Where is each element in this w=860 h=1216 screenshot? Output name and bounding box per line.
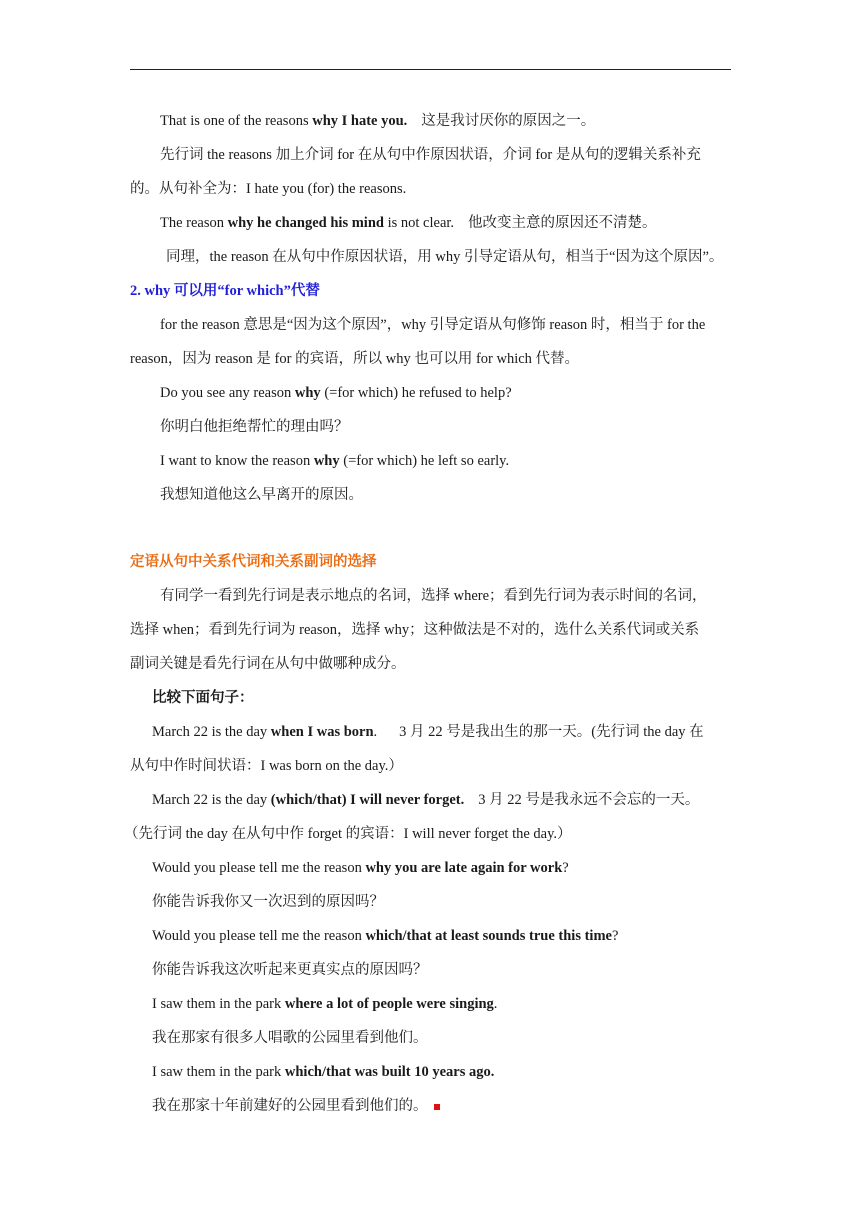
text: is not clear. xyxy=(383,215,455,231)
paragraph-line: 副词关键是看先行词在从句中做哪种成分。 xyxy=(130,656,406,672)
explanation-line: 同理，the reason 在从句中作原因状语，用 why 引导定语从句，相当于“因为这个原因”。 xyxy=(166,249,724,265)
end-marker xyxy=(434,1104,440,1110)
explanation-line: reason，因为 reason 是 for 的宾语，所以 why 也可以用 for which 代替。 xyxy=(130,351,580,367)
section-heading: 定语从句中关系代词和关系副词的选择 xyxy=(130,554,377,570)
bold-clause: which/that was built 10 years ago. xyxy=(284,1064,495,1080)
text: Would you please tell me the reason xyxy=(152,860,366,876)
text: ? xyxy=(611,928,619,944)
example-sentence xyxy=(130,851,731,885)
example-sentence xyxy=(130,715,731,749)
paragraph-line: 有同学一看到先行词是表示地点的名词，选择 where；看到先行词为表示时间的名词， xyxy=(160,588,707,604)
text: March 22 is the day xyxy=(152,724,271,740)
example-sentence xyxy=(130,987,731,1021)
text: I saw them in the park xyxy=(152,996,285,1012)
explanation-line: for the reason 意思是“因为这个原因”，why 引导定语从句修饰 reason 时，相当于 for the xyxy=(160,317,706,333)
compare-text: 比较下面句子： xyxy=(152,690,254,706)
bold-clause: when I was born xyxy=(270,724,374,740)
example-translation: 你能告诉我这次听起来更真实点的原因吗？ xyxy=(152,962,428,978)
text: March 22 is the day xyxy=(152,792,271,808)
document-body xyxy=(124,104,731,1123)
example-translation xyxy=(130,1089,731,1123)
explanation-line: 的。从句补全为：I hate you (for) the reasons. xyxy=(130,181,407,197)
bold-clause: why you are late again for work xyxy=(365,860,563,876)
text: Would you please tell me the reason xyxy=(152,928,366,944)
bold-clause: why I hate you. xyxy=(312,113,408,129)
bold-word: why xyxy=(294,385,321,401)
section-heading: 2. why 可以用“for which”代替 xyxy=(130,283,320,299)
example-translation: 你能告诉我你又一次迟到的原因吗？ xyxy=(152,894,384,910)
text: (=for which) he left so early. xyxy=(339,453,510,469)
translation: 他改变主意的原因还不清楚。 xyxy=(468,215,657,231)
text: I want to know the reason xyxy=(160,453,314,469)
compare-label xyxy=(130,681,731,715)
example-note: 从句中作时间状语：I was born on the day.） xyxy=(130,758,403,774)
header-rule xyxy=(130,69,731,70)
example-reasons-why xyxy=(130,104,731,138)
translation: 3 月 22 号是我出生的那一天。(先行词 the day 在 xyxy=(399,724,704,740)
text: (=for which) he refused to help? xyxy=(320,385,512,401)
text: I saw them in the park xyxy=(152,1064,285,1080)
bold-clause: why he changed his mind xyxy=(227,215,384,231)
example-sentence xyxy=(130,1055,731,1089)
example-note: （先行词 the day 在从句中作 forget 的宾语：I will never forget the day.） xyxy=(124,826,572,842)
example-translation: 你明白他拒绝帮忙的理由吗？ xyxy=(160,419,349,435)
translation: 这是我讨厌你的原因之一。 xyxy=(421,113,596,129)
text: Do you see any reason xyxy=(160,385,295,401)
example-sentence xyxy=(130,783,731,817)
text: That is one of the reasons xyxy=(160,113,313,129)
example-reason-why xyxy=(130,206,731,240)
example-translation: 我想知道他这么早离开的原因。 xyxy=(160,487,363,503)
example-sentence xyxy=(130,376,731,410)
translation: 我在那家十年前建好的公园里看到他们的。 xyxy=(152,1098,428,1114)
text: . xyxy=(493,996,498,1012)
bold-clause: (which/that) I will never forget. xyxy=(270,792,465,808)
translation: 3 月 22 号是我永远不会忘的一天。 xyxy=(478,792,700,808)
text: ? xyxy=(562,860,569,876)
bold-word: why xyxy=(313,453,340,469)
example-sentence xyxy=(130,919,731,953)
bold-clause: where a lot of people were singing xyxy=(284,996,494,1012)
example-translation: 我在那家有很多人唱歌的公园里看到他们。 xyxy=(152,1030,428,1046)
explanation-line: 先行词 the reasons 加上介词 for 在从句中作原因状语，介词 for 是从句的逻辑关系补充 xyxy=(160,147,701,163)
bold-clause: which/that at least sounds true this time xyxy=(365,928,612,944)
text: . xyxy=(373,724,378,740)
text: The reason xyxy=(160,215,228,231)
example-sentence xyxy=(130,444,731,478)
paragraph-line: 选择 when；看到先行词为 reason，选择 why；这种做法是不对的，选什么关系代词或关系 xyxy=(130,622,700,638)
